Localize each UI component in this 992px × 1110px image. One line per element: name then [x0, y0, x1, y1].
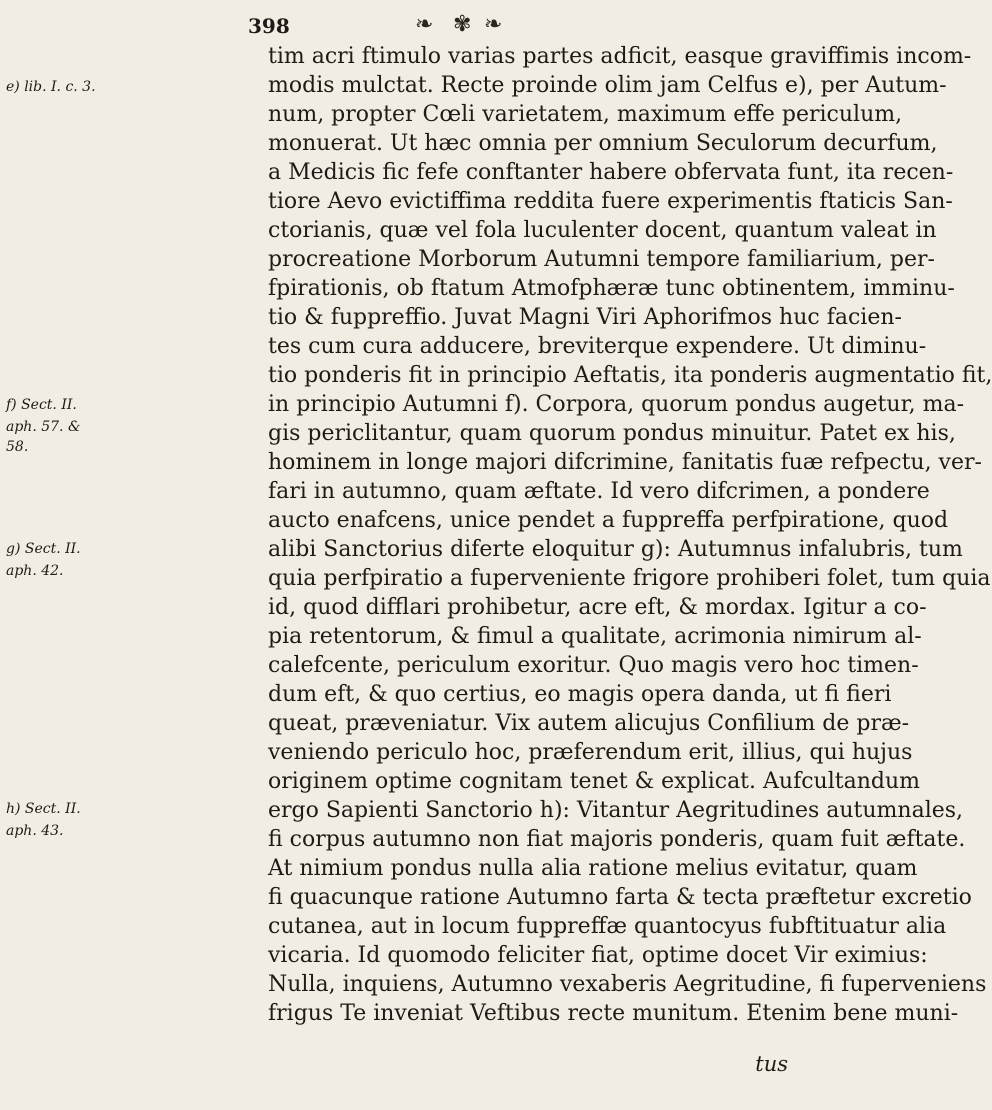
text-line: tio ponderis fit in principio Aeftatis, ita ponderis augmentatio fit, [268, 363, 992, 388]
ornament-center-icon: ✾ [453, 12, 472, 37]
text-line: num, propter Cœli varietatem, maximum effe periculum, [268, 102, 903, 127]
margin-note: aph. 42. [6, 563, 64, 579]
text-line: gis periclitantur, quam quorum pondus minuitur. Patet ex his, [268, 421, 956, 446]
page-number: 398 [248, 14, 290, 38]
text-line: procreatione Morborum Autumni tempore familiarium, per- [268, 247, 935, 272]
text-line: quia perfpiratio a fuperveniente frigore prohiberi folet, tum quia [268, 566, 991, 591]
text-line: originem optime cognitam tenet & explicat. Aufcultandum [268, 769, 920, 794]
ornament-right-icon: ❧ [484, 12, 503, 37]
text-line: fi quacunque ratione Autumno farta & tecta præftetur excretio [268, 885, 972, 910]
text-line: a Medicis fic fefe conftanter habere obfervata funt, ita recen- [268, 160, 954, 185]
text-line: tim acri ftimulo varias partes adficit, easque graviffimis incom- [268, 44, 972, 69]
text-line: frigus Te inveniat Veftibus recte munitum. Etenim bene muni- [268, 1001, 959, 1026]
text-line: queat, præveniatur. Vix autem alicujus Confilium de præ- [268, 711, 910, 736]
text-line: in principio Autumni f). Corpora, quorum pondus augetur, ma- [268, 392, 965, 417]
text-line: dum eft, & quo certius, eo magis opera danda, ut fi fieri [268, 682, 892, 707]
text-line: modis mulctat. Recte proinde olim jam Celfus e), per Autum- [268, 73, 947, 98]
text-line: ergo Sapienti Sanctorio h): Vitantur Aegritudines autumnales, [268, 798, 964, 823]
margin-note: f) Sect. II. [6, 397, 77, 413]
page-header [0, 6, 800, 40]
text-line: tes cum cura adducere, breviterque expendere. Ut diminu- [268, 334, 927, 359]
text-line: pia retentorum, & fimul a qualitate, acrimonia nimirum al- [268, 624, 922, 649]
text-line: monuerat. Ut hæc omnia per omnium Seculorum decurfum, [268, 131, 938, 156]
text-line: aucto enafcens, unice pendet a fuppreffa perfpiratione, quod [268, 508, 949, 533]
text-line: cutanea, aut in locum fuppreffæ quantocyus fubftituatur alia [268, 914, 947, 939]
margin-note: g) Sect. II. [6, 541, 81, 557]
text-line: alibi Sanctorius diferte eloquitur g): Autumnus infalubris, tum [268, 537, 963, 562]
margin-note: h) Sect. II. [6, 801, 81, 817]
margin-note: aph. 43. [6, 823, 64, 839]
catchword: tus [755, 1052, 788, 1076]
text-line: Nulla, inquiens, Autumno vexaberis Aegritudine, fi fuperveniens [268, 972, 987, 997]
text-line: hominem in longe majori difcrimine, fanitatis fuæ refpectu, ver- [268, 450, 982, 475]
text-line: fpirationis, ob ftatum Atmofphæræ tunc obtinentem, imminu- [268, 276, 955, 301]
text-line: ctorianis, quæ vel fola luculenter docent, quantum valeat in [268, 218, 937, 243]
text-line: fi corpus autumno non fiat majoris ponderis, quam fuit æftate. [268, 827, 966, 852]
text-line: vicaria. Id quomodo feliciter fiat, optime docet Vir eximius: [268, 943, 928, 968]
ornament-left-icon: ❧ [415, 12, 434, 37]
text-line: calefcente, periculum exoritur. Quo magis vero hoc timen- [268, 653, 919, 678]
text-line: tiore Aevo evictiffima reddita fuere experimentis ftaticis San- [268, 189, 953, 214]
margin-note: aph. 57. & [6, 419, 81, 435]
text-line: veniendo periculo hoc, præferendum erit, illius, qui hujus [268, 740, 913, 765]
text-line: fari in autumno, quam æftate. Id vero difcrimen, a pondere [268, 479, 930, 504]
text-line: id, quod difflari prohibetur, acre eft, & mordax. Igitur a co- [268, 595, 927, 620]
margin-note: 58. [6, 439, 29, 455]
text-line: At nimium pondus nulla alia ratione melius evitatur, quam [268, 856, 918, 881]
text-line: tio & fuppreffio. Juvat Magni Viri Aphorifmos huc facien- [268, 305, 902, 330]
margin-note: e) lib. I. c. 3. [6, 79, 96, 95]
